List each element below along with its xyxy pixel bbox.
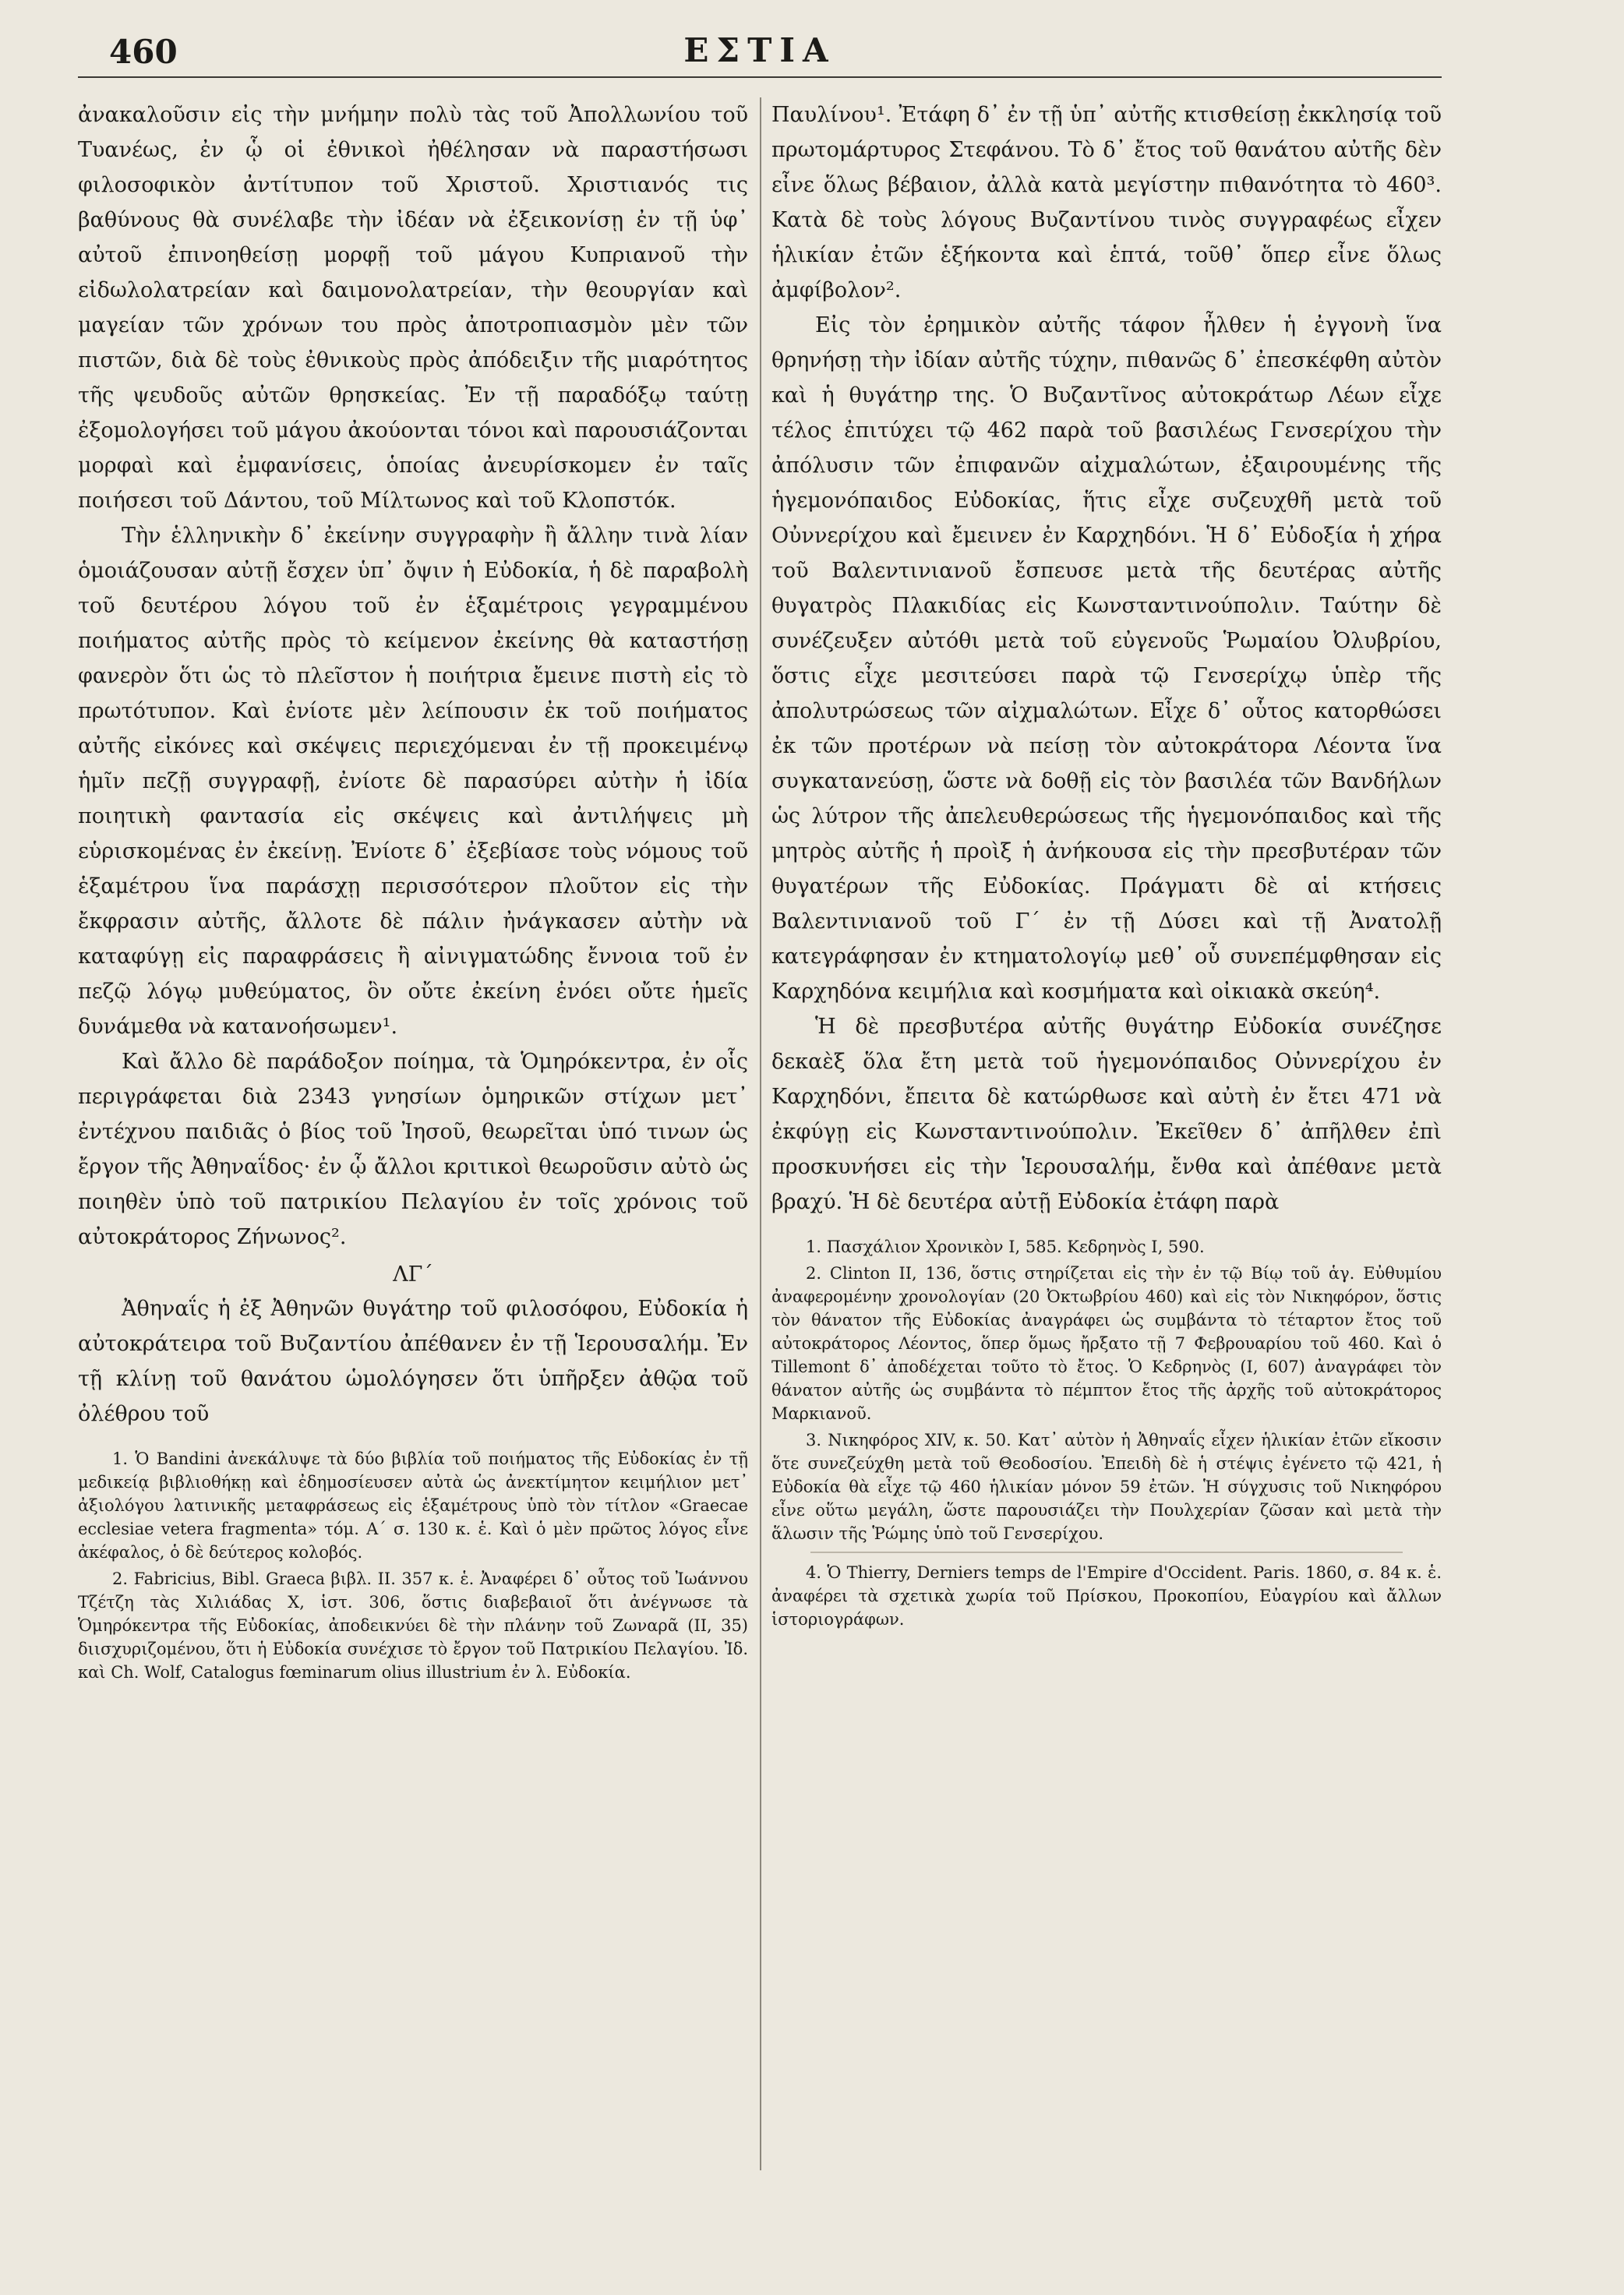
body-paragraph: Εἰς τὸν ἐρημικὸν αὐτῆς τάφον ἦλθεν ἡ ἐγγονὴ ἵνα θρηνήσῃ τὴν ἰδίαν αὐτῆς τύχην, πιθανῶς δ᾽ ἐπεσκέφθη αὐτὸν καὶ ἡ θυγάτηρ της. Ὁ Βυζαντῖνος αὐτοκράτωρ Λέων εἶχε τέλος ἐπιτύχει τῷ 462 παρὰ τοῦ βασιλέως Γενσερίχου τὴν ἀπόλυσιν τῶν ἐπιφανῶν αἰχμαλώτων, ἐξαιρουμένης τῆς ἡγεμονόπαιδος Εὐδοκίας, ἥτις εἶχε συζευχθῆ μετὰ τοῦ Οὐννερίχου καὶ ἔμεινεν ἐν Καρχηδόνι. Ἡ δ᾽ Εὐδοξία ἡ χήρα τοῦ Βαλεντινιανοῦ ἔσπευσε μετὰ τῆς δευτέρας αὐτῆς θυγατρὸς Πλακιδίας εἰς Κωνσταντινούπολιν. Ταύτην δὲ συνέζευξεν αὐτόθι μετὰ τοῦ εὐγενοῦς Ῥωμαίου Ὀλυβρίου, ὅστις εἶχε μεσιτεύσει παρὰ τῷ Γενσερίχῳ ὑπὲρ τῆς ἀπολυτρώσεως τῶν αἰχμαλώτων. Εἶχε δ᾽ οὗτος κατορθώσει ἐκ τῶν προτέρων νὰ πείσῃ τὸν αὐτοκράτορα Λέοντα ἵνα συγκατανεύσῃ, ὥστε νὰ δοθῇ εἰς τὸν βασιλέα τῶν Βανδήλων ὡς λύτρον τῆς ἀπελευθερώσεως τῆς ἡγεμονόπαιδος καὶ τῆς μητρὸς αὐτῆς ἡ προὶξ ἡ ἀνήκουσα εἰς τὴν πρεσβυτέραν τῶν θυγατέρων τῆς Εὐδοκίας. Πράγματι δὲ αἱ κτήσεις Βαλεντινιανοῦ τοῦ Γ´ ἐν τῇ Δύσει καὶ τῇ Ἀνατολῇ κατεγράφησαν ἐν κτηματολογίῳ μεθ᾽ οὗ συνεπέμφθησαν εἰς Καρχηδόνα κειμήλια καὶ κοσμήματα καὶ οἰκιακὰ σκεύη⁴. bbox=[771, 313, 1442, 1004]
footnotes-right bbox=[771, 1235, 1442, 1631]
column-divider bbox=[760, 97, 761, 2170]
body-paragraph: Παυλίνου¹. Ἐτάφη δ᾽ ἐν τῇ ὑπ᾽ αὐτῆς κτισθείσῃ ἐκκλησίᾳ τοῦ πρωτομάρτυρος Στεφάνου. Τὸ δ᾽ ἔτος τοῦ θανάτου αὐτῆς δὲν εἶνε ὅλως βέβαιον, ἀλλὰ κατὰ μεγίστην πιθανότητα τὸ 460³. Κατὰ δὲ τοὺς λόγους Βυζαντίνου τινὸς συγγραφέως εἶχεν ἡλικίαν ἐτῶν ἑξήκοντα καὶ ἑπτά, τοῦθ᾽ ὅπερ εἶνε ὅλως ἀμφίβολον². bbox=[771, 103, 1442, 302]
body-paragraph: Καὶ ἄλλο δὲ παράδοξον ποίημα, τὰ Ὁμηρόκεντρα, ἐν οἷς περιγράφεται διὰ 2343 γνησίων ὁμηρικῶν στίχων μετ᾽ ἐντέχνου παιδιᾶς ὁ βίος τοῦ Ἰησοῦ, θεωρεῖται ὑπό τινων ὡς ἔργον τῆς Ἀθηναΐδος· ἐν ᾧ ἄλλοι κριτικοὶ θεωροῦσιν αὐτὸ ὡς ποιηθὲν ὑπὸ τοῦ πατρικίου Πελαγίου ἐν τοῖς χρόνοις τοῦ αὐτοκράτορος Ζήνωνος². bbox=[78, 1050, 748, 1249]
footnote: 4. Ὁ Thierry, Derniers temps de l'Empire d'Occident. Paris. 1860, σ. 84 κ. ἑ. ἀναφέρει τὰ σχετικὰ χωρία τοῦ Πρίσκου, Προκοπίου, Εὐαγρίου καὶ ἄλλων ἱστοριογράφων. bbox=[771, 1563, 1442, 1629]
page-number: 460 bbox=[109, 33, 178, 71]
footnote: 2. Clinton II, 136, ὅστις στηρίζεται εἰς τὴν ἐν τῷ Βίῳ τοῦ ἁγ. Εὐθυμίου ἀναφερομένην χρονολογίαν (20 Ὀκτωβρίου 460) καὶ εἰς τὸν Νικηφόρον, ὅστις τὸν θάνατον τῆς Εὐδοκίας ἀναγράφει ὡς συμβάντα τὸ τέταρτον ἔτος τοῦ αὐτοκράτορος Λέοντος, ὅπερ ὅμως ἤρξατο τῇ 7 Φεβρουαρίου τοῦ 460. Καὶ ὁ Tillemont δ᾽ ἀποδέχεται τοῦτο τὸ ἔτος. Ὁ Κεδρηνὸς (I, 607) ἀναγράφει τὸν θάνατον αὐτῆς ὡς συμβάντα τὸ πέμπτον ἔτος τῆς ἀρχῆς τοῦ αὐτοκράτορος Μαρκιανοῦ. bbox=[771, 1264, 1442, 1423]
footnote: 2. Fabricius, Bibl. Graeca βιβλ. II. 357 κ. ἑ. Ἀναφέρει δ᾽ οὗτος τοῦ Ἰωάννου Τζέτζη τὰς Χιλιάδας X, ἱστ. 306, ὅστις διαβεβαιοῖ ὅτι ἀνέγνωσε τὰ Ὁμηρόκεντρα τῆς Εὐδοκίας, ἀποδεικνύει δὲ τὴν πλάνην τοῦ Ζωναρᾶ (II, 35) διισχυριζομένου, ὅτι ἡ Εὐδοκία συνέχισε τὸ ἔργον τοῦ Πατρικίου Πελαγίου. Ἰδ. καὶ Ch. Wolf, Catalogus fœminarum olius illustrium ἐν λ. Εὐδοκία. bbox=[78, 1569, 748, 1682]
footnote-separator bbox=[810, 1552, 1403, 1553]
page-header bbox=[78, 30, 1442, 78]
footnote: 3. Νικηφόρος XIV, κ. 50. Κατ᾽ αὐτὸν ἡ Ἀθηναΐς εἶχεν ἡλικίαν ἐτῶν εἴκοσιν ὅτε συνεζεύχθη μετὰ τοῦ Θεοδοσίου. Ἐπειδὴ δὲ ἡ στέψις ἐγένετο τῷ 421, ἡ Εὐδοκία θὰ εἶχε τῷ 460 ἡλικίαν μόνον 59 ἐτῶν. Ἡ σύγχυσις τοῦ Νικηφόρου εἶνε οὕτω μεγάλη, ὥστε παρουσιάζει τὴν Πουλχερίαν ζῶσαν καὶ μετὰ τὴν ἅλωσιν τῆς Ῥώμης ὑπὸ τοῦ Γενσερίχου. bbox=[771, 1431, 1442, 1543]
footnote: 1. Πασχάλιον Χρονικὸν I, 585. Κεδρηνὸς I, 590. bbox=[806, 1238, 1205, 1256]
running-title: ΕΣΤΙΑ bbox=[683, 31, 836, 69]
body-paragraph: Ἡ δὲ πρεσβυτέρα αὐτῆς θυγάτηρ Εὐδοκία συνέζησε δεκαὲξ ὅλα ἔτη μετὰ τοῦ ἡγεμονόπαιδος Οὐννερίχου ἐν Καρχηδόνι, ἔπειτα δὲ κατώρθωσε καὶ αὐτὴ ἐν ἔτει 471 νὰ ἐκφύγῃ εἰς Κωνσταντινούπολιν. Ἐκεῖθεν δ᾽ ἀπῆλθεν ἐπὶ προσκυνήσει εἰς τὴν Ἱερουσαλήμ, ἔνθα καὶ ἀπέθανε μετὰ βραχύ. Ἡ δὲ δευτέρα αὐτῇ Εὐδοκία ἐτάφη παρὰ bbox=[771, 1015, 1442, 1214]
left-column bbox=[78, 97, 748, 1687]
section-heading: ΛΓ´ bbox=[393, 1262, 433, 1287]
footnotes-left bbox=[78, 1447, 748, 1684]
section-paragraph: Ἀθηναΐς ἡ ἐξ Ἀθηνῶν θυγάτηρ τοῦ φιλοσόφου, Εὐδοκία ἡ αὐτοκράτειρα τοῦ Βυζαντίου ἀπέθανεν ἐν τῇ Ἱερουσαλήμ. Ἐν τῇ κλίνῃ τοῦ θανάτου ὡμολόγησεν ὅτι ὑπῆρξεν ἀθῷα τοῦ ὀλέθρου τοῦ bbox=[78, 1297, 748, 1426]
body-paragraph: ἀνακαλοῦσιν εἰς τὴν μνήμην πολὺ τὰς τοῦ Ἀπολλωνίου τοῦ Τυανέως, ἐν ᾧ οἱ ἐθνικοὶ ἠθέλησαν νὰ παραστήσωσι φιλοσοφικὸν ἀντίτυπον τοῦ Χριστοῦ. Χριστιανός τις βαθύνους θὰ συνέλαβε τὴν ἰδέαν νὰ ἐξεικονίσῃ ἐν τῇ ὑφ᾽ αὐτοῦ ἐπινοηθείσῃ μορφῇ τοῦ μάγου Κυπριανοῦ τὴν εἰδωλολατρείαν καὶ δαιμονολατρείαν, τὴν θεουργίαν καὶ μαγείαν τῶν χρόνων του πρὸς ἀποτροπιασμὸν μὲν τῶν πιστῶν, διὰ δὲ τοὺς ἐθνικοὺς πρὸς ἀπόδειξιν τῆς μιαρότητος τῆς ψευδοῦς αὐτῶν θρησκείας. Ἐν τῇ παραδόξῳ ταύτῃ ἐξομολογήσει τοῦ μάγου ἀκούονται τόνοι καὶ παρουσιάζονται μορφαὶ καὶ ἐμφανίσεις, ὁποίας ἀνευρίσκομεν ἐν ταῖς ποιήσεσι τοῦ Δάντου, τοῦ Μίλτωνος καὶ τοῦ Κλοπστόκ. bbox=[78, 103, 748, 513]
right-column bbox=[771, 97, 1442, 1634]
body-paragraph: Τὴν ἑλληνικὴν δ᾽ ἐκείνην συγγραφὴν ἢ ἄλλην τινὰ λίαν ὁμοιάζουσαν αὐτῇ ἔσχεν ὑπ᾽ ὄψιν ἡ Εὐδοκία, ἡ δὲ παραβολὴ τοῦ δευτέρου λόγου τοῦ ἐν ἑξαμέτροις γεγραμμένου ποιήματος αὐτῆς πρὸς τὸ κείμενον ἐκείνης θὰ καταστήσῃ φανερὸν ὅτι ὡς τὸ πλεῖστον ἡ ποιήτρια ἔμεινε πιστὴ εἰς τὸ πρωτότυπον. Καὶ ἐνίοτε μὲν λείπουσιν ἐκ τοῦ ποιήματος αὐτῆς εἰκόνες καὶ σκέψεις περιεχόμεναι ἐν τῇ προκειμένῳ ἡμῖν πεζῇ συγγραφῇ, ἐνίοτε δὲ παρασύρει αὐτὴν ἡ ἰδία ποιητικὴ φαντασία εἰς σκέψεις καὶ ἀντιλήψεις μὴ εὑρισκομένας ἐν ἐκείνῃ. Ἐνίοτε δ᾽ ἐξεβίασε τοὺς νόμους τοῦ ἑξαμέτρου ἵνα παράσχῃ περισσότερον πλοῦτον εἰς τὴν ἔκφρασιν αὐτῆς, ἄλλοτε δὲ πάλιν ἠνάγκασεν αὐτὴν νὰ καταφύγῃ εἰς παραφράσεις ἢ αἰνιγματώδης ἔννοια τοῦ ἐν πεζῷ λόγῳ μυθεύματος, ὃν οὔτε ἐκείνη ἐνόει οὔτε ἡμεῖς δυνάμεθα νὰ κατανοήσωμεν¹. bbox=[78, 524, 748, 1039]
footnote: 1. Ὁ Bandini ἀνεκάλυψε τὰ δύο βιβλία τοῦ ποιήματος τῆς Εὐδοκίας ἐν τῇ μεδικείᾳ βιβλιοθήκῃ καὶ ἐδημοσίευσεν αὐτὰ ὡς ἀνεκτίμητον κειμήλιον μετ᾽ ἀξιολόγου λατινικῆς μεταφράσεως εἰς ἑξαμέτρους ὑπὸ τὸν τίτλον «Graecae ecclesiae vetera fragmenta» τόμ. Α´ σ. 130 κ. ἑ. Καὶ ὁ μὲν πρῶτος λόγος εἶνε ἀκέφαλος, ὁ δὲ δεύτερος κολοβός. bbox=[78, 1449, 748, 1562]
